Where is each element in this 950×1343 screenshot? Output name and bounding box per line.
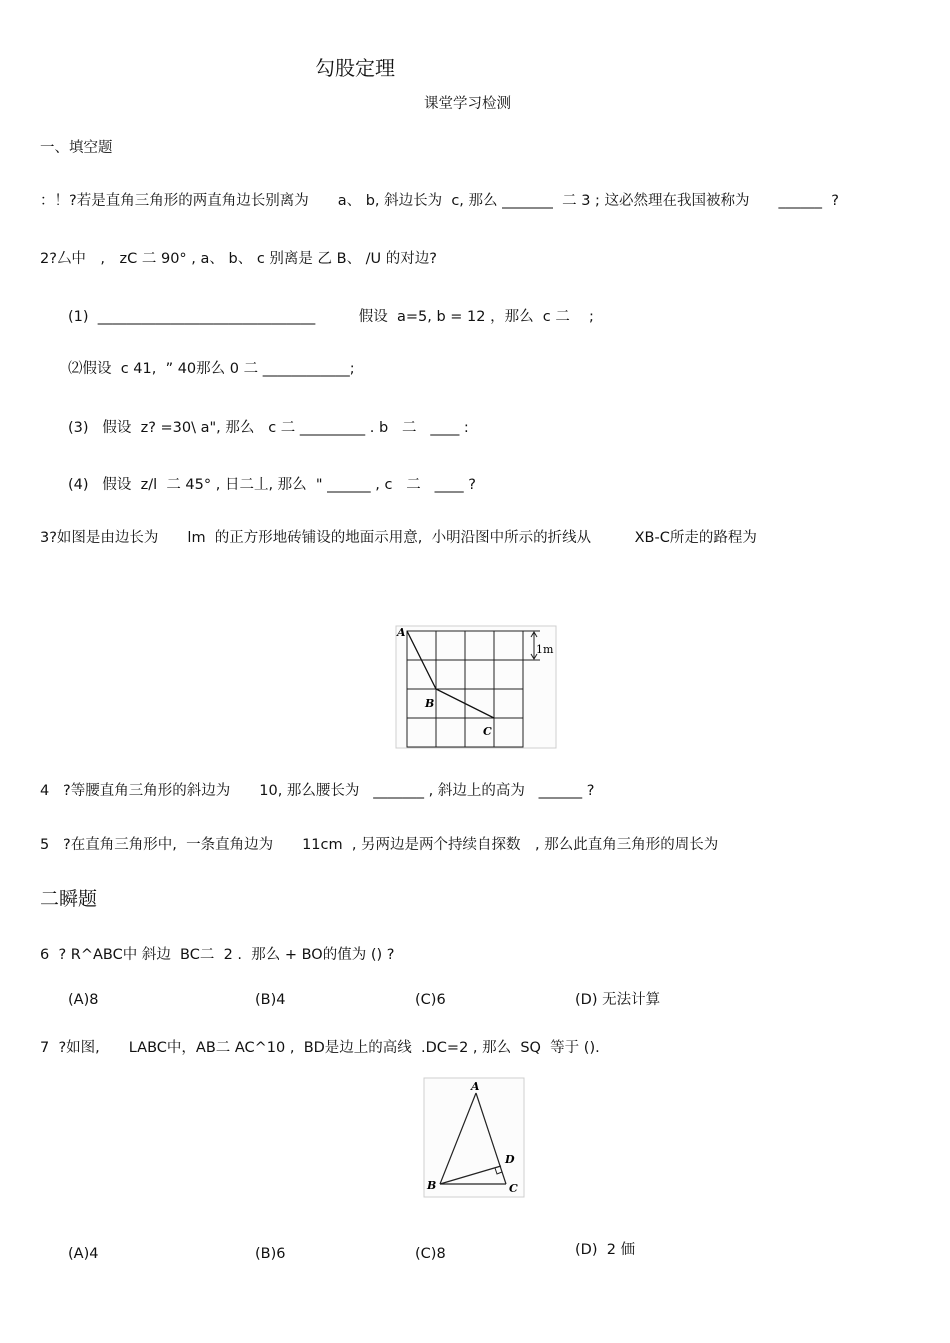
grid-path-figure — [395, 625, 557, 749]
question-5: 5 ?在直角三角形中, 一条直角边为 11cm , 另两边是两个持续自探数 , 那么此直角三角形的周长为 — [40, 837, 719, 853]
question-6-option-d: (D) 无法计算 — [575, 992, 661, 1008]
fig1-label-a: A — [397, 626, 406, 639]
fig1-dim-label: 1m — [536, 643, 554, 656]
question-7-option-a: (A)4 — [68, 1246, 99, 1262]
question-6-option-c: (C)6 — [415, 992, 446, 1008]
question-6-option-a: (A)8 — [68, 992, 99, 1008]
page-title: 勾股定理 — [315, 56, 395, 80]
section-2-heading: 二瞬题 — [40, 888, 98, 910]
fig2-label-a: A — [471, 1080, 480, 1093]
question-7-option-c: (C)8 — [415, 1246, 446, 1262]
question-2-part-3: (3) 假设 z? =30\ a", 那么 c 二 _________ . b 二 ____ : — [68, 420, 469, 436]
question-6-option-b: (B)4 — [255, 992, 286, 1008]
question-6: 6 ? R^ABC中 斜边 BC二 2 . 那么 + BO的值为 () ? — [40, 947, 395, 963]
question-2-part-4: (4) 假设 z/l 二 45° , 日二丄, 那么 " ______ , c 二 ____ ? — [68, 477, 476, 493]
question-2-stem: 2?厶中 , zC 二 90° , a、 b、 c 别离是 乙 B、 /U 的对边? — [40, 251, 437, 267]
fig2-label-c: C — [509, 1182, 518, 1195]
fig2-label-d: D — [505, 1153, 515, 1166]
question-2-part-2: ⑵假设 c 41, ” 40那么 0 二 ____________; — [68, 361, 355, 377]
question-2-part-1: (1) ______________________________ 假设 a=5, b = 12 ，那么 c 二 ; — [68, 309, 594, 325]
question-3: 3?如图是由边长为 lm 的正方形地砖铺设的地面示用意, 小明沿图中所示的折线从 XB-C所走的路程为 — [40, 530, 757, 546]
question-7-option-d: (D) 2 価 — [575, 1242, 636, 1258]
page-subtitle: 课堂学习检测 — [424, 96, 511, 112]
fig2-label-b: B — [427, 1179, 437, 1192]
fig1-label-c: C — [483, 725, 492, 738]
section-1-heading: 一、填空题 — [40, 140, 113, 156]
question-4: 4 ?等腰直角三角形的斜边为 10, 那么腰长为 _______ , 斜边上的高为 ______ ? — [40, 783, 595, 799]
fig1-label-b: B — [425, 697, 435, 710]
question-7-option-b: (B)6 — [255, 1246, 286, 1262]
triangle-figure — [423, 1077, 525, 1198]
question-1: ：！?若是直角三角形的两直角边长别离为 a、 b, 斜边长为 c, 那么 _______ 二 3 ; 这必然理在我国被称为 ______ ? — [40, 193, 839, 209]
question-7: 7 ?如图, LABC中，AB二 AC^10 , BD是边上的高线 .DC=2 , 那么 SQ 等于 (). — [40, 1040, 600, 1056]
